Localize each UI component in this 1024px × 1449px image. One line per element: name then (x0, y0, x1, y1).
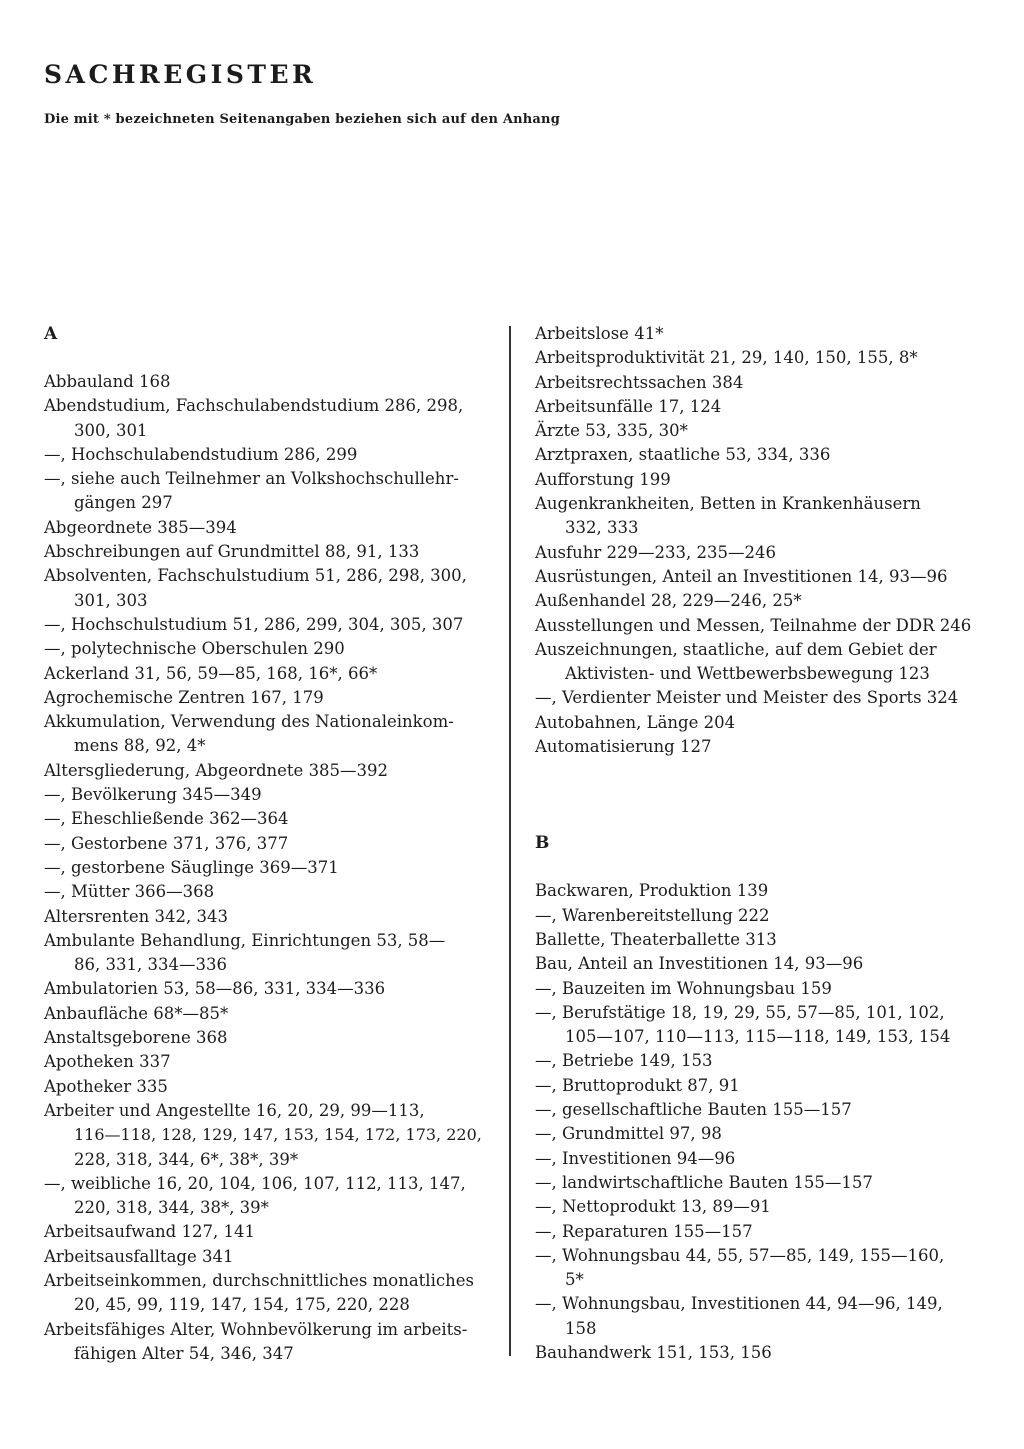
index-entry-continuation: 86, 331, 334—336 (74, 955, 227, 975)
index-column-right (535, 322, 975, 1365)
index-entry: —, siehe auch Teilnehmer an Volkshochschullehr- (44, 469, 459, 489)
section-gap (535, 783, 975, 807)
section-gap (535, 807, 975, 831)
index-entry-continuation: Aktivisten- und Wettbewerbsbewegung 123 (565, 664, 930, 684)
index-entry: —, Investitionen 94—96 (535, 1148, 736, 1168)
index-entry: Akkumulation, Verwendung des Nationaleinkom- (44, 712, 454, 732)
index-entry: —, gesellschaftliche Bauten 155—157 (535, 1100, 852, 1120)
index-entry-continuation: fähigen Alter 54, 346, 347 (74, 1343, 294, 1363)
page-subtitle: Die mit * bezeichneten Seitenangaben beziehen sich auf den Anhang (44, 112, 560, 127)
index-entry-continuation: 301, 303 (74, 590, 148, 610)
index-entry: Abbauland 168 (44, 372, 171, 391)
index-list-b (535, 879, 975, 1365)
index-entry: Anstaltsgeborene 368 (44, 1028, 228, 1048)
index-entry: Agrochemische Zentren 167, 179 (44, 687, 324, 707)
index-entry: —, Wohnungsbau, Investitionen 44, 94—96, 149, (535, 1294, 943, 1314)
index-entry: Arbeitsfähiges Alter, Wohnbevölkerung im arbeits- (44, 1319, 468, 1339)
index-entry-continuation: 20, 45, 99, 119, 147, 154, 175, 220, 228 (74, 1295, 410, 1315)
index-entry: Auszeichnungen, staatliche, auf dem Gebiet der (535, 639, 937, 659)
section-gap (535, 759, 975, 783)
index-entry: Augenkrankheiten, Betten in Krankenhäusern (535, 494, 921, 514)
index-entry: Arbeitsunfälle 17, 124 (535, 396, 722, 416)
index-entry-continuation: gängen 297 (74, 493, 173, 513)
column-divider (509, 326, 511, 1356)
index-entry: Bauhandwerk 151, 153, 156 (535, 1342, 772, 1362)
index-entry-continuation: 300, 301 (74, 420, 148, 440)
index-entry-continuation: 158 (565, 1318, 597, 1338)
index-entry: Autobahnen, Länge 204 (535, 712, 736, 732)
index-entry: Abschreibungen auf Grundmittel 88, 91, 133 (44, 542, 420, 562)
index-entry: Arbeitsausfalltage 341 (44, 1246, 234, 1266)
index-entry: Ausstellungen und Messen, Teilnahme der DDR 246 (535, 615, 972, 635)
index-list-a (44, 370, 484, 1366)
index-entry-continuation: 220, 318, 344, 38*, 39* (74, 1198, 269, 1218)
index-entry: Ausfuhr 229—233, 235—246 (535, 542, 776, 562)
index-entry: —, Berufstätige 18, 19, 29, 55, 57—85, 101, 102, (535, 1002, 945, 1022)
index-entry: Ballette, Theaterballette 313 (535, 929, 777, 949)
index-entry: —, polytechnische Oberschulen 290 (44, 639, 345, 659)
index-entry-continuation: 105—107, 110—113, 115—118, 149, 153, 154 (565, 1027, 951, 1047)
index-entry: Ausrüstungen, Anteil an Investitionen 14, 93—96 (535, 566, 948, 586)
index-entry: Abendstudium, Fachschulabendstudium 286, 298, (44, 396, 464, 416)
index-entry: Altersrenten 342, 343 (44, 906, 228, 926)
index-entry-continuation: 332, 333 (565, 518, 639, 538)
index-entry-continuation: 228, 318, 344, 6*, 38*, 39* (74, 1149, 299, 1169)
index-entry: —, Eheschließende 362—364 (44, 809, 289, 829)
section-gap (44, 346, 484, 370)
index-entry: —, landwirtschaftliche Bauten 155—157 (535, 1172, 873, 1192)
index-entry: Ärzte 53, 335, 30* (535, 421, 688, 441)
index-entry: —, Wohnungsbau 44, 55, 57—85, 149, 155—160, (535, 1245, 945, 1265)
index-entry: —, Gestorbene 371, 376, 377 (44, 833, 289, 853)
index-entry: Absolventen, Fachschulstudium 51, 286, 298, 300, (44, 566, 467, 586)
index-entry: Anbaufläche 68*—85* (44, 1003, 229, 1023)
index-entry-continuation: mens 88, 92, 4* (74, 736, 206, 756)
index-entry-continuation: 116—118, 128, 129, 147, 153, 154, 172, 173, 220, (74, 1125, 482, 1145)
index-entry: —, Hochschulabendstudium 286, 299 (44, 444, 358, 464)
index-entry: —, Mütter 366—368 (44, 882, 215, 902)
index-entry: —, weibliche 16, 20, 104, 106, 107, 112, 113, 147, (44, 1173, 466, 1193)
section-letter-a: A (44, 324, 58, 344)
index-entry: —, Verdienter Meister und Meister des Sports 324 (535, 688, 959, 708)
index-entry: Ackerland 31, 56, 59—85, 168, 16*, 66* (44, 663, 378, 683)
section-gap (535, 855, 975, 879)
index-entry: —, Betriebe 149, 153 (535, 1051, 713, 1071)
index-entry: Altersgliederung, Abgeordnete 385—392 (44, 760, 389, 780)
index-entry: Arbeitsproduktivität 21, 29, 140, 150, 155, 8* (535, 348, 918, 368)
index-entry: Arbeitsaufwand 127, 141 (44, 1222, 255, 1242)
index-entry: —, Bevölkerung 345—349 (44, 785, 262, 805)
index-entry: Ambulante Behandlung, Einrichtungen 53, 58— (44, 930, 446, 950)
index-entry: Arbeitsrechtssachen 384 (535, 372, 744, 392)
index-entry: —, Bruttoprodukt 87, 91 (535, 1075, 740, 1095)
section-letter-b: B (535, 833, 550, 854)
index-list-a-continued (535, 322, 975, 759)
index-entry: —, Warenbereitstellung 222 (535, 905, 770, 925)
index-entry: Ambulatorien 53, 58—86, 331, 334—336 (44, 979, 386, 999)
index-entry: Apotheken 337 (44, 1052, 171, 1072)
index-entry: Außenhandel 28, 229—246, 25* (535, 591, 802, 611)
index-column-left (44, 322, 484, 1366)
index-entry: —, Bauzeiten im Wohnungsbau 159 (535, 978, 832, 998)
page-title: SACHREGISTER (44, 60, 317, 89)
index-entry: —, Hochschulstudium 51, 286, 299, 304, 305, 307 (44, 614, 464, 634)
index-entry: Apotheker 335 (44, 1076, 168, 1096)
index-entry: Arztpraxen, staatliche 53, 334, 336 (535, 445, 831, 465)
index-entry: —, Reparaturen 155—157 (535, 1221, 753, 1241)
index-entry: Aufforstung 199 (535, 469, 671, 489)
index-entry: Bau, Anteil an Investitionen 14, 93—96 (535, 954, 864, 974)
index-entry: —, gestorbene Säuglinge 369—371 (44, 857, 339, 877)
index-entry: Abgeordnete 385—394 (44, 517, 237, 537)
index-entry-continuation: 5* (565, 1270, 584, 1290)
index-entry: Arbeitslose 41* (535, 324, 664, 343)
index-entry: Arbeiter und Angestellte 16, 20, 29, 99—113, (44, 1100, 425, 1120)
index-entry: —, Nettoprodukt 13, 89—91 (535, 1197, 771, 1217)
index-entry: Arbeitseinkommen, durchschnittliches monatliches (44, 1270, 474, 1290)
index-entry: Backwaren, Produktion 139 (535, 881, 769, 901)
index-entry: Automatisierung 127 (535, 737, 712, 757)
index-entry: —, Grundmittel 97, 98 (535, 1124, 722, 1144)
